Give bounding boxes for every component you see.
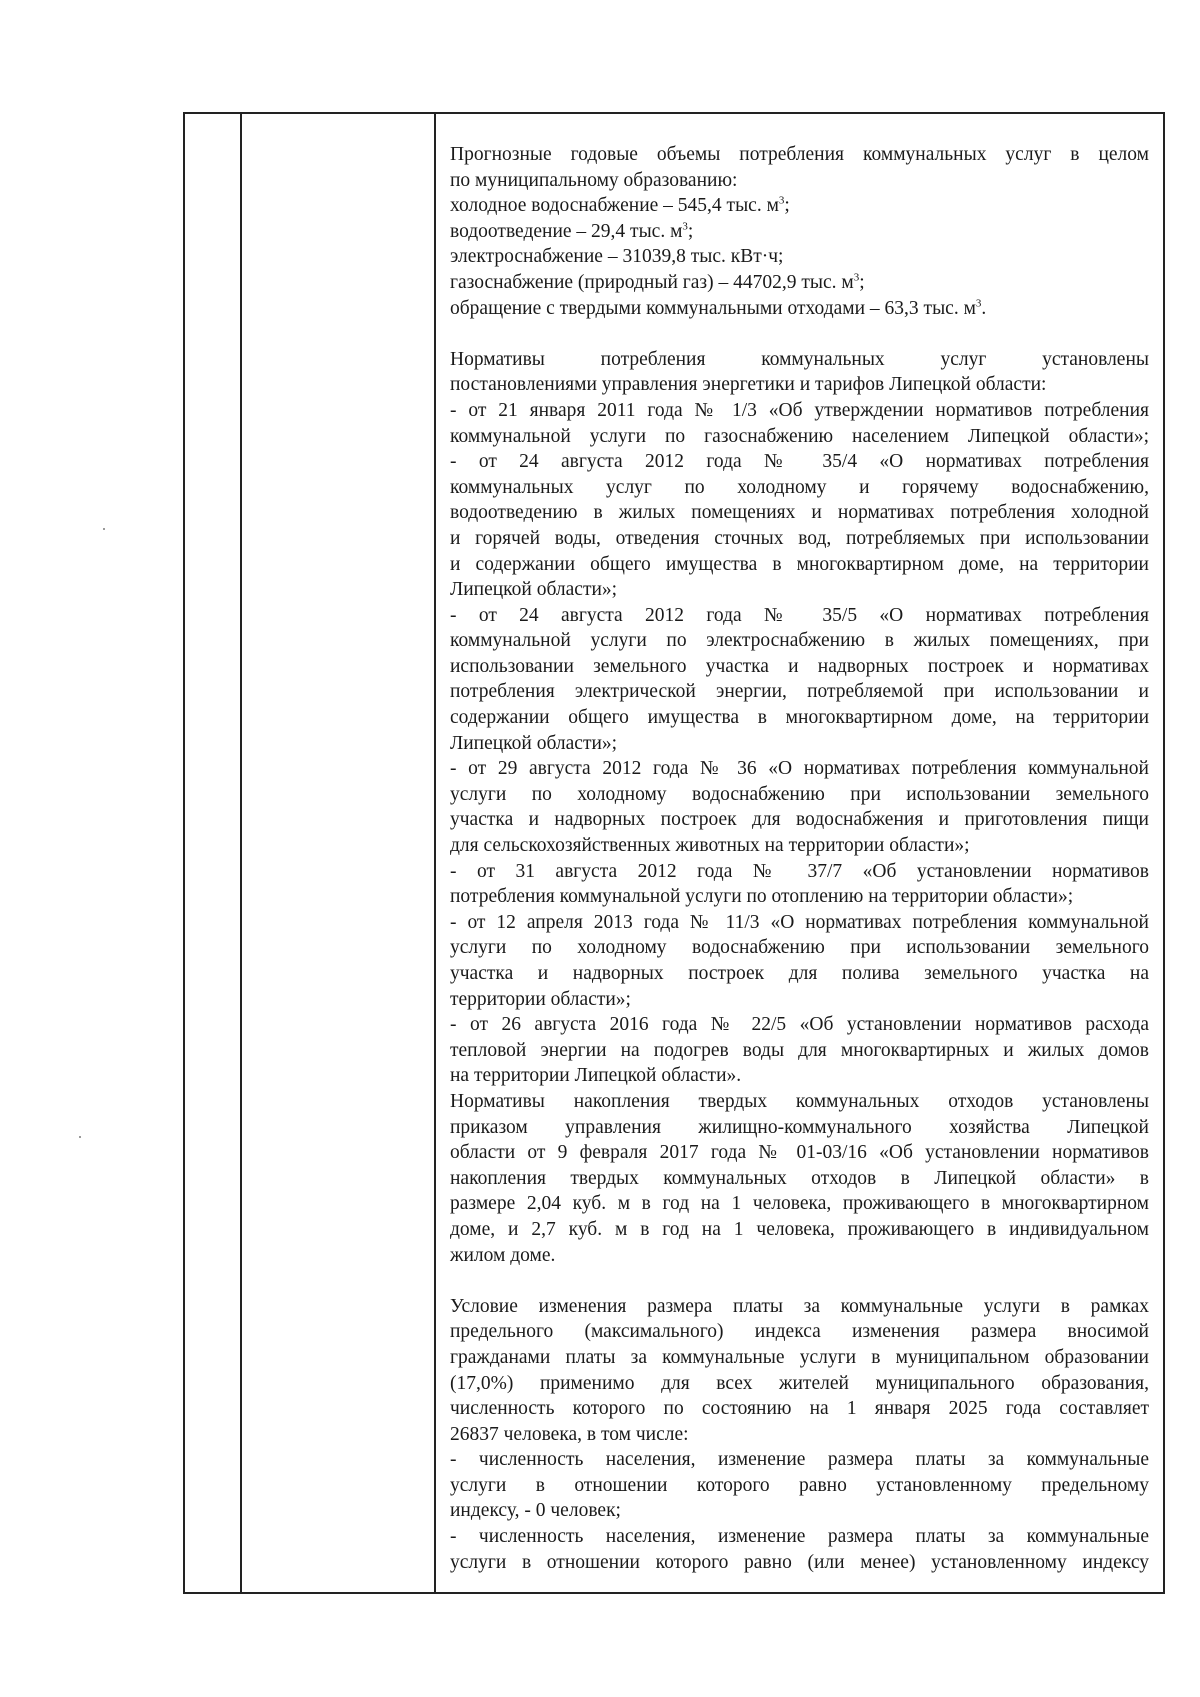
scan-speck [103, 528, 105, 530]
text-line: - численность населения, изменение размера платы за коммунальные [450, 1449, 1149, 1471]
text-line: и горячей воды, отведения сточных вод, потребляемых при использовании [450, 527, 1149, 549]
scan-speck [79, 1136, 81, 1138]
text-line: Прогнозные годовые объемы потребления коммунальных услуг в целом [450, 144, 1149, 165]
text-line: предельного (максимального) индекса изменения размера вносимой [450, 1321, 1149, 1343]
text-line: услуги в отношении которого равно установленному предельному [450, 1474, 1149, 1496]
superscript: 3 [778, 194, 785, 207]
text-line: Нормативы накопления твердых коммунальных отходов установлены [450, 1090, 1149, 1112]
text-line: содержании общего имущества в многоквартирном доме, на территории [450, 707, 1149, 729]
content-cell [436, 114, 1163, 1592]
text-line: тепловой энергии на подогрев воды для многоквартирных и жилых домов [450, 1039, 1149, 1061]
text-line: - от 24 августа 2012 года № 35/5 «О нормативах потребления [450, 604, 1149, 626]
text-line: - от 29 августа 2012 года № 36 «О нормативах потребления коммунальной [450, 758, 1149, 780]
text-line: электроснабжение – 31039,8 тыс. кВт·ч; [450, 246, 784, 268]
text-line: обращение с твердыми коммунальными отходами – 63,3 тыс. $м^3$. [450, 297, 987, 319]
text-line: коммунальной услуги по электроснабжению в жилых помещениях, при [450, 630, 1149, 652]
text-line: для сельскохозяйственных животных на территории области»; [450, 835, 970, 857]
text-line: - от 31 августа 2012 года № 37/7 «Об установлении нормативов [450, 860, 1149, 882]
paragraph-gap [450, 1268, 1149, 1294]
text-line: использовании земельного участка и надворных построек и нормативах [450, 655, 1149, 677]
text-line: услуги по холодному водоснабжению при использовании земельного [450, 937, 1149, 959]
text-line: водоотведению в жилых помещениях и нормативах потребления холодной [450, 502, 1149, 524]
text-line: потребления коммунальной услуги по отоплению на территории области»; [450, 886, 1074, 908]
text-line: участка и надворных построек для водоснабжения и приготовления пищи [450, 809, 1149, 831]
text-line: участка и надворных построек для полива земельного участка на [450, 963, 1149, 984]
text-line: постановлениями управления энергетики и тарифов Липецкой области: [450, 374, 1047, 396]
text-line: - численность населения, изменение размера платы за коммунальные [450, 1526, 1149, 1548]
text-line: на территории Липецкой области». [450, 1065, 742, 1087]
text-line: (17,0%) применимо для всех жителей муниципального образования, [450, 1372, 1149, 1394]
text-line: приказом управления жилищно-коммунального хозяйства Липецкой [450, 1116, 1149, 1138]
text-line: гражданами платы за коммунальные услуги в муниципальном образовании [450, 1346, 1149, 1368]
superscript: 3 [853, 271, 860, 284]
text-line: Нормативы потребления коммунальных услуг установлены [450, 348, 1149, 370]
text-line: потребления электрической энергии, потребляемой при использовании и [450, 681, 1149, 703]
text-line: - от 12 апреля 2013 года № 11/3 «О нормативах потребления коммунальной [450, 911, 1149, 933]
paragraph-gap [450, 321, 1149, 347]
text-line: по муниципальному образованию: [450, 169, 738, 191]
document-table [183, 112, 1165, 1594]
text-line: - от 24 августа 2012 года № 35/4 «О нормативах потребления [450, 451, 1149, 473]
text-line: Липецкой области»; [450, 579, 618, 601]
superscript: 3 [682, 220, 688, 233]
text-line: доме, и 2,7 куб. м в год на 1 человека, проживающего в индивидуальном [450, 1218, 1149, 1240]
text-line: услуги по холодному водоснабжению при использовании земельного [450, 783, 1149, 805]
text-line: водоотведение – 29,4 тыс. $м^3$; [450, 220, 694, 242]
text-line: и содержании общего имущества в многоквартирном доме, на территории [450, 553, 1149, 575]
text-line: Липецкой области»; [450, 732, 618, 754]
text-line: коммунальной услуги по газоснабжению населением Липецкой области»; [450, 425, 1149, 447]
text-line: газоснабжение (природный газ) – 44702,9 тыс. $м^3$; [450, 271, 865, 293]
text-line: Условие изменения размера платы за коммунальные услуги в рамках [450, 1295, 1149, 1317]
text-line: индексу, - 0 человек; [450, 1500, 621, 1522]
text-line: области от 9 февраля 2017 года № 01-03/16 «Об установлении нормативов [450, 1142, 1149, 1164]
text-line: численность которого по состоянию на 1 января 2025 года составляет [450, 1398, 1149, 1420]
text-line: холодное водоснабжение – 545,4 тыс. $м^3$; [450, 194, 790, 217]
body-text [436, 114, 1163, 1575]
text-line: накопления твердых коммунальных отходов в Липецкой области» в [450, 1167, 1149, 1189]
text-line: территории области»; [450, 988, 631, 1010]
text-line: - от 21 января 2011 года № 1/3 «Об утверждении нормативов потребления [450, 399, 1149, 421]
text-line: 26837 человека, в том числе: [450, 1423, 689, 1445]
text-line: жилом доме. [450, 1244, 556, 1266]
column-divider [240, 114, 242, 1592]
superscript: 3 [975, 297, 982, 310]
text-line: коммунальных услуг по холодному и горячему водоснабжению, [450, 476, 1149, 498]
text-line: услуги в отношении которого равно (или менее) установленному индексу [450, 1551, 1149, 1573]
text-line: - от 26 августа 2016 года № 22/5 «Об установлении нормативов расхода [450, 1014, 1149, 1036]
text-line: размере 2,04 куб. м в год на 1 человека, проживающего в многоквартирном [450, 1193, 1149, 1215]
